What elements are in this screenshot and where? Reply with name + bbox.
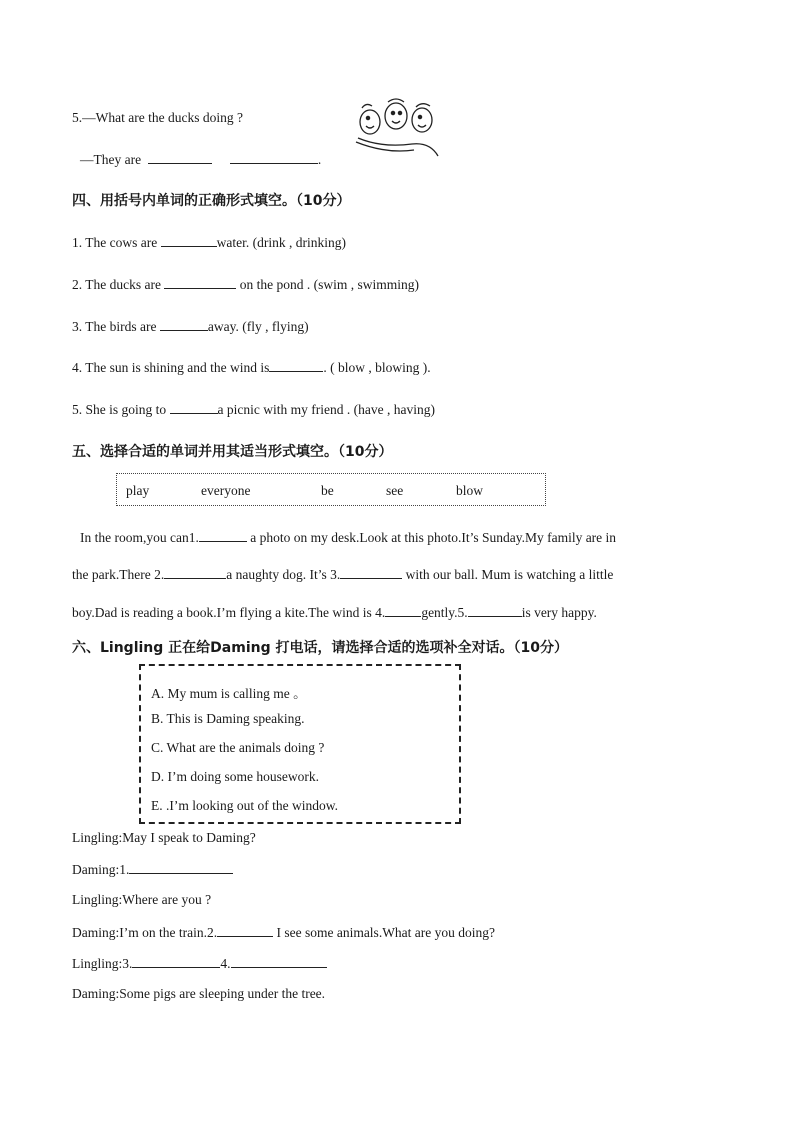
s5-line-2-c: with our ball. Mum is watching a little <box>402 567 614 582</box>
s4-item-4 <box>72 359 431 376</box>
dialogue-line-4 <box>72 924 495 941</box>
s5-line-1-b: a photo on my desk.Look at this photo.It’s Sunday.My family are in <box>246 530 617 545</box>
q5-answer-prefix: —They are <box>80 152 142 167</box>
dialogue-line-2-text: Daming:1. <box>72 862 130 877</box>
word-bank-item: be <box>321 483 334 498</box>
s4-item-5 <box>72 401 435 418</box>
s5-line-3-c: is very happy. <box>521 605 597 620</box>
options-box <box>139 664 461 824</box>
dialogue-blank-3[interactable] <box>132 955 220 968</box>
s5-blank-5[interactable] <box>468 604 522 617</box>
q5-blank-1[interactable] <box>148 151 212 164</box>
dialogue-blank-2[interactable] <box>217 924 273 937</box>
option-a: A. My mum is calling me 。 <box>151 686 307 701</box>
word-bank-item: blow <box>456 483 483 498</box>
s4-item-1-post: water. (drink , drinking) <box>216 235 346 250</box>
dialogue-line-5-a: Lingling:3. <box>72 956 133 971</box>
option-b: B. This is Daming speaking. <box>151 711 305 726</box>
q5-blank-2[interactable] <box>230 151 318 164</box>
section6-title: 六、Lingling 正在给Daming 打电话，请选择合适的选项补全对话。（10分） <box>72 640 568 656</box>
s4-blank-5[interactable] <box>170 401 218 414</box>
s4-item-1-pre: 1. The cows are <box>72 235 161 250</box>
s5-line-3 <box>72 604 722 621</box>
dialogue-line-1: Lingling:May I speak to Daming? <box>72 830 256 845</box>
s4-item-3-post: away. (fly , flying) <box>207 319 309 334</box>
dialogue-blank-1[interactable] <box>129 861 233 874</box>
word-bank-item: play <box>126 483 150 498</box>
s4-item-2 <box>72 276 419 293</box>
dialogue-line-3: Lingling:Where are you ? <box>72 892 212 907</box>
word-bank <box>116 473 546 506</box>
ducks-illustration <box>352 96 442 168</box>
q5-question: 5.—What are the ducks doing ? <box>72 110 243 125</box>
s5-line-1-a: In the room,you can1. <box>80 530 199 545</box>
s4-blank-3[interactable] <box>160 318 208 331</box>
s4-item-1 <box>72 234 346 251</box>
q5-answer-line <box>80 151 321 168</box>
s4-item-2-post: on the pond . (swim , swimming) <box>236 277 419 292</box>
dialogue-line-5 <box>72 955 327 972</box>
dialogue-line-6: Daming:Some pigs are sleeping under the tree. <box>72 986 326 1001</box>
s4-blank-4[interactable] <box>269 359 323 372</box>
word-bank-item: everyone <box>201 483 251 498</box>
s4-blank-2[interactable] <box>164 276 236 289</box>
section5-title: 五、选择合适的单词并用其适当形式填空。（10分） <box>72 444 393 460</box>
s4-item-5-pre: 5. She is going to <box>72 402 170 417</box>
dialogue-blank-4[interactable] <box>231 955 327 968</box>
dialogue-line-2 <box>72 861 233 878</box>
s4-item-5-post: a picnic with my friend . (have , having) <box>217 402 435 417</box>
s5-line-2-b: a naughty dog. It’s 3. <box>226 567 341 582</box>
word-bank-item: see <box>386 483 404 498</box>
s5-blank-4[interactable] <box>385 604 421 617</box>
s5-blank-3[interactable] <box>340 566 402 579</box>
s4-item-4-post: . ( blow , blowing ). <box>323 360 431 375</box>
dialogue-line-4-a: Daming:I’m on the train.2. <box>72 925 218 940</box>
dialogue-line-4-b: I see some animals.What are you doing? <box>273 925 496 940</box>
s5-line-1 <box>80 529 730 546</box>
section4-title: 四、用括号内单词的正确形式填空。（10分） <box>72 193 351 209</box>
s5-line-2-a: the park.There 2. <box>72 567 165 582</box>
option-c: C. What are the animals doing ? <box>151 740 325 755</box>
s4-blank-1[interactable] <box>161 234 217 247</box>
option-e: E. .I’m looking out of the window. <box>151 798 338 813</box>
s4-item-3 <box>72 318 309 335</box>
s4-item-2-pre: 2. The ducks are <box>72 277 165 292</box>
s5-line-3-b: gently.5. <box>421 605 468 620</box>
dialogue-line-5-b: 4. <box>220 956 231 971</box>
option-d: D. I’m doing some housework. <box>151 769 319 784</box>
s5-blank-2[interactable] <box>164 566 226 579</box>
s5-line-2 <box>72 566 722 583</box>
s4-item-4-pre: 4. The sun is shining and the wind is <box>72 360 270 375</box>
s5-line-3-a: boy.Dad is reading a book.I’m flying a kite.The wind is 4. <box>72 605 386 620</box>
s5-blank-1[interactable] <box>199 529 247 542</box>
s4-item-3-pre: 3. The birds are <box>72 319 160 334</box>
q5-answer-suffix: . <box>317 152 322 167</box>
